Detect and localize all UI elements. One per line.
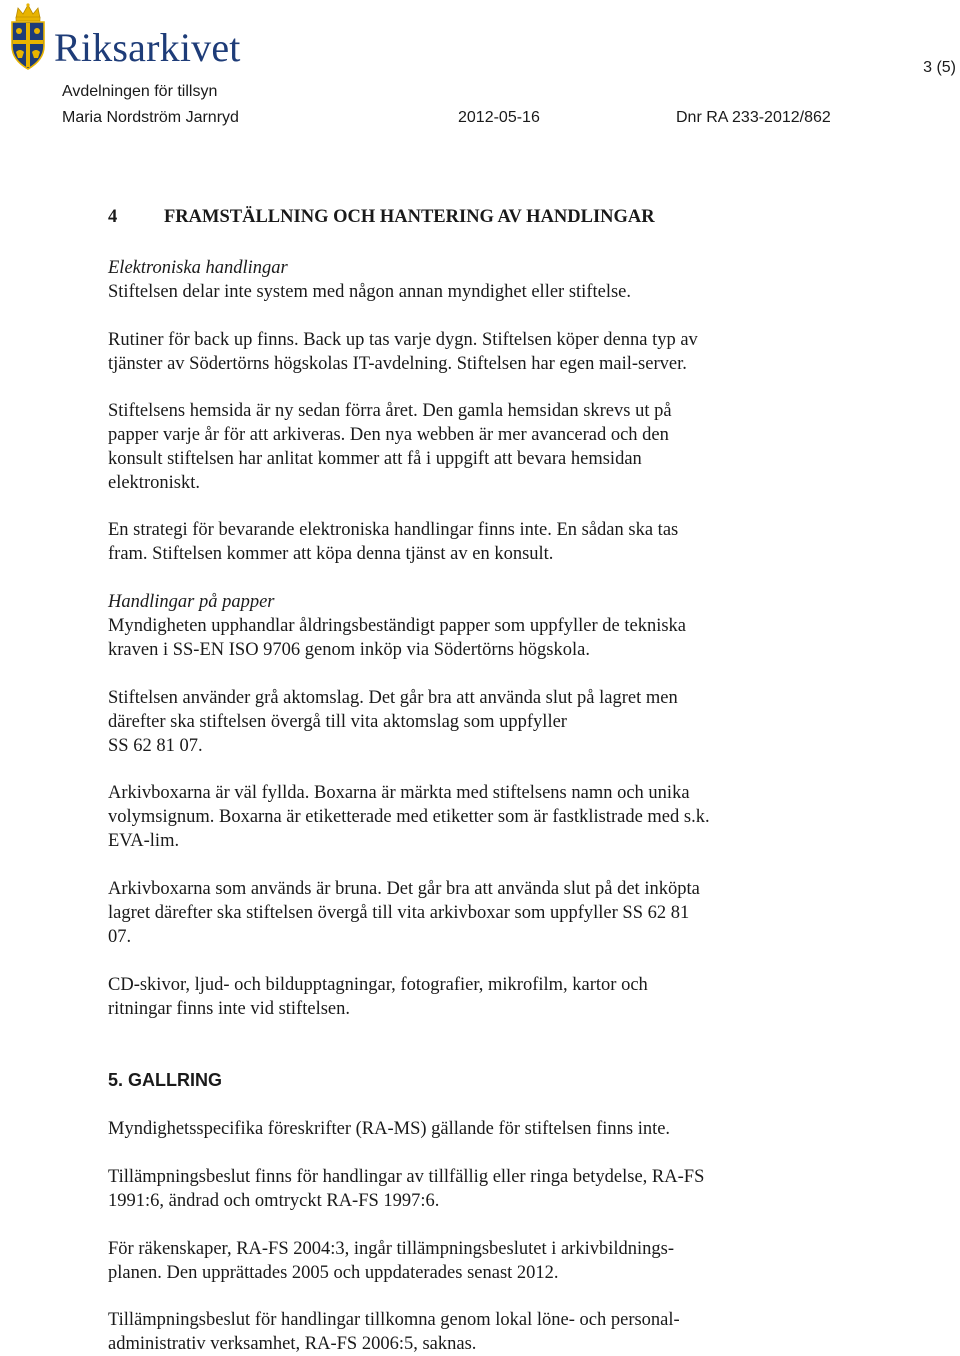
- paragraph-line: Arkivboxarna som används är bruna. Det går bra att använda slut på det inköpta: [108, 879, 700, 899]
- paragraph-line: För räkenskaper, RA-FS 2004:3, ingår tillämpningsbeslutet i arkivbildnings-: [108, 1239, 675, 1259]
- paragraph-line: papper varje år för att arkiveras. Den nya webben är mer avancerad och den: [108, 425, 669, 445]
- section-5-heading: 5. GALLRING: [108, 1070, 223, 1090]
- paragraph-line: EVA-lim.: [108, 831, 180, 851]
- section-4-number: 4: [108, 207, 118, 227]
- paragraph-line: konsult stiftelsen har anlitat kommer att få i uppgift att bevara hemsidan: [108, 449, 642, 469]
- paragraph-line: Stiftelsens hemsida är ny sedan förra året. Den gamla hemsidan skrevs ut på: [108, 401, 672, 421]
- paragraph-line: volymsignum. Boxarna är etiketterade med etiketter som är fastklistrade med s.k.: [108, 807, 710, 827]
- paragraph-line: tjänster av Södertörns högskolas IT-avdelning. Stiftelsen har egen mail-server.: [108, 354, 687, 374]
- paragraph-line: planen. Den upprättades 2005 och uppdaterades senast 2012.: [108, 1263, 559, 1283]
- paragraph-line: Myndigheten upphandlar åldringsbeständigt papper som uppfyller de tekniska: [108, 616, 686, 636]
- document-date: 2012-05-16: [458, 109, 540, 126]
- paragraph-line: Tillämpningsbeslut för handlingar tillkomna genom lokal löne- och personal-: [108, 1310, 680, 1330]
- subheading-electronic-records: Elektroniska handlingar: [108, 258, 288, 278]
- paragraph-line: fram. Stiftelsen kommer att köpa denna tjänst av en konsult.: [108, 544, 554, 564]
- document-reference: Dnr RA 233-2012/862: [676, 109, 831, 126]
- author: Maria Nordström Jarnryd: [62, 109, 239, 126]
- paragraph-line: Rutiner för back up finns. Back up tas varje dygn. Stiftelsen köper denna typ av: [108, 330, 698, 350]
- paragraph-line: Stiftelsen använder grå aktomslag. Det går bra att använda slut på lagret men: [108, 688, 678, 708]
- paragraph-line: ritningar finns inte vid stiftelsen.: [108, 999, 350, 1019]
- riksarkivet-logo-icon: [4, 2, 52, 72]
- department: Avdelningen för tillsyn: [62, 83, 218, 100]
- paragraph-line: Arkivboxarna är väl fyllda. Boxarna är märkta med stiftelsens namn och unika: [108, 783, 690, 803]
- brand-name: Riksarkivet: [54, 25, 241, 70]
- paragraph-line: En strategi för bevarande elektroniska handlingar finns inte. En sådan ska tas: [108, 520, 679, 540]
- page-number: 3 (5): [923, 59, 956, 76]
- paragraph-line: administrativ verksamhet, RA-FS 2006:5, saknas.: [108, 1334, 477, 1354]
- paragraph-line: 07.: [108, 927, 132, 947]
- paragraph-line: CD-skivor, ljud- och bildupptagningar, fotografier, mikrofilm, kartor och: [108, 975, 648, 995]
- paragraph-line: Tillämpningsbeslut finns för handlingar av tillfällig eller ringa betydelse, RA-FS: [108, 1167, 705, 1187]
- subheading-paper-records: Handlingar på papper: [108, 592, 275, 612]
- paragraph-line: kraven i SS-EN ISO 9706 genom inköp via Södertörns högskola.: [108, 640, 590, 660]
- section-4-heading: FRAMSTÄLLNING OCH HANTERING AV HANDLINGAR: [164, 207, 655, 227]
- paragraph-line: SS 62 81 07.: [108, 736, 203, 756]
- paragraph-line: Stiftelsen delar inte system med någon annan myndighet eller stiftelse.: [108, 282, 632, 302]
- paragraph-line: därefter ska stiftelsen övergå till vita aktomslag som uppfyller: [108, 712, 567, 732]
- paragraph-line: 1991:6, ändrad och omtryckt RA-FS 1997:6.: [108, 1191, 440, 1211]
- paragraph-line: lagret därefter ska stiftelsen övergå till vita arkivboxar som uppfyller SS 62 81: [108, 903, 690, 923]
- paragraph-line: elektroniskt.: [108, 473, 200, 493]
- paragraph-line: Myndighetsspecifika föreskrifter (RA-MS) gällande för stiftelsen finns inte.: [108, 1119, 671, 1139]
